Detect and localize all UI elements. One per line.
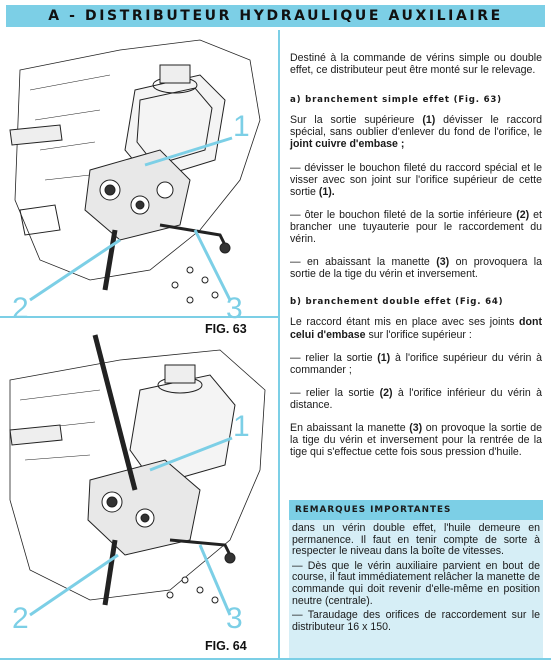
section-b-paragraph-4: En abaissant la manette (3) on provoque la sortie de la tige du vérin et inversement pour la rentrée de la tige qui s'effectue cette fois sous pression d'huile.	[290, 421, 543, 459]
remarks-paragraph-3: — Taraudage des orifices de raccordement sur le distributeur 16 x 150.	[292, 609, 540, 633]
text-column	[290, 40, 542, 469]
remarks-paragraph-2: — Dès que le vérin auxiliaire parvient en bout de course, il faut immédiatement relâcher la manette de commande qui doit revenir d'elle-même en position neutre (centrale).	[292, 559, 540, 607]
section-b-paragraph-2: — relier la sortie (1) à l'orifice supérieur du vérin à commander ;	[290, 351, 542, 376]
section-a-paragraph-4: — en abaissant la manette (3) on provoquera la sortie de la tige du vérin et inversement.	[290, 256, 542, 281]
callout-1: 1	[233, 110, 250, 143]
callout-2: 2	[12, 602, 29, 635]
remarks-paragraph-1: dans un vérin double effet, l'huile demeure en permanence. Il faut en tenir compte de sorte à respecter le niveau dans la boîte de vitesses.	[292, 522, 540, 558]
figure-caption: FIG. 63	[205, 322, 247, 336]
callout-3: 3	[226, 292, 243, 325]
figure-63	[0, 30, 278, 336]
page-title: A - DISTRIBUTEUR HYDRAULIQUE AUXILIAIRE	[48, 8, 503, 24]
section-a-title: a) branchement simple effet (Fig. 63)	[290, 95, 502, 106]
column-divider	[278, 30, 280, 658]
remarks-title: REMARQUES IMPORTANTES	[289, 500, 543, 520]
callout-1: 1	[233, 410, 250, 443]
section-b-paragraph-1: Le raccord étant mis en place avec ses joints dont celui d'embase sur l'orifice supérieur :	[290, 316, 542, 341]
section-b-title: b) branchement double effet (Fig. 64)	[290, 297, 504, 308]
section-a-paragraph-2: — dévisser le bouchon fileté du raccord spécial et le visser avec son joint sur l'orifice supérieur de cette sortie (1).	[290, 161, 542, 198]
intro-paragraph: Destiné à la commande de vérins simple ou double effet, ce distributeur peut être monté sur le relevage.	[290, 52, 542, 77]
callout-3: 3	[226, 602, 243, 635]
page-header	[6, 5, 545, 27]
section-b-paragraph-3: — relier la sortie (2) à l'orifice inférieur du vérin à distance.	[290, 386, 542, 411]
figure-63-illustration	[0, 30, 278, 314]
section-a-paragraph-3: — ôter le bouchon fileté de la sortie inférieure (2) et brancher une tuyauterie pour le raccordement du vérin.	[290, 208, 542, 246]
section-a-paragraph-1: Sur la sortie supérieure (1) dévisser le raccord spécial, sans oublier d'enlever du fond de l'orifice, le joint cuivre d'embase ;	[290, 114, 542, 151]
bottom-rule	[0, 658, 551, 660]
figure-64-illustration	[0, 320, 278, 620]
callout-2: 2	[12, 292, 29, 325]
figure-caption: FIG. 64	[205, 639, 247, 653]
figure-64	[0, 320, 278, 658]
remarks-body	[292, 523, 540, 636]
